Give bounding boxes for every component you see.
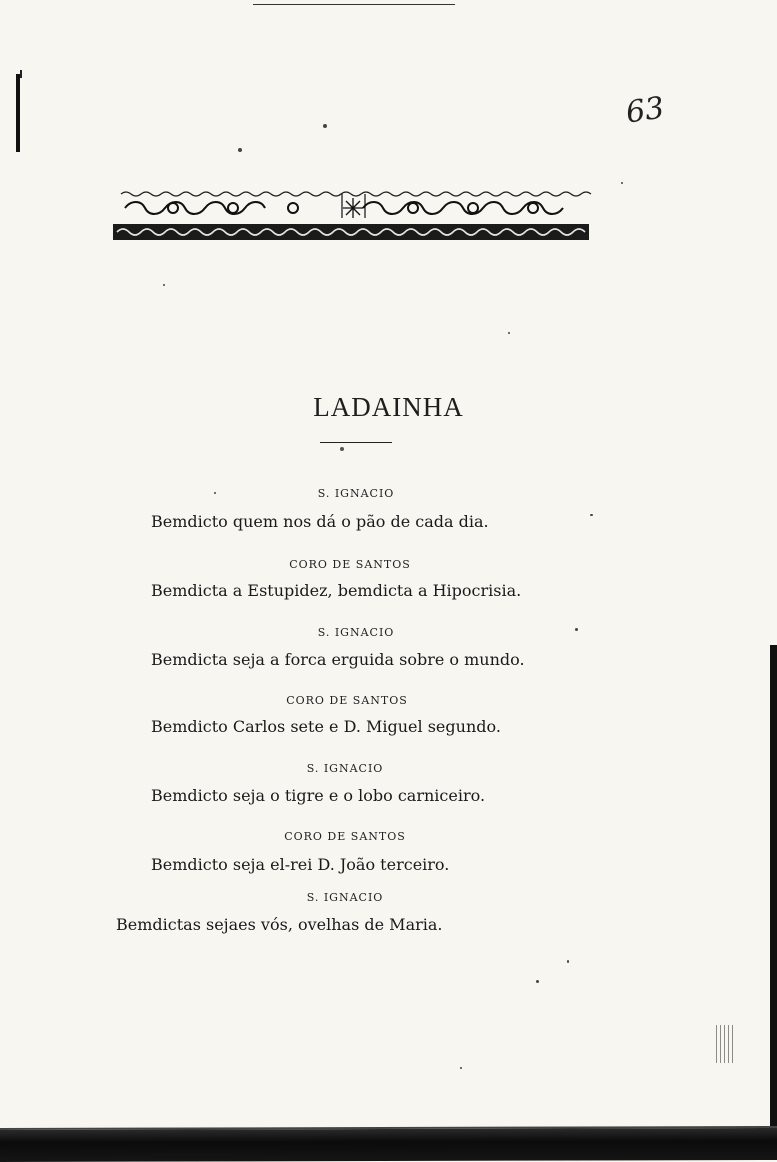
- scan-right-edge: [770, 645, 777, 1145]
- scan-speck: [238, 148, 242, 152]
- speaker-label: S. IGNACIO: [306, 891, 384, 904]
- verse-line: Bemdicto seja el-rei D. João terceiro.: [151, 855, 450, 874]
- speaker-label: CORO DE SANTOS: [286, 694, 408, 707]
- scan-speck: [323, 124, 327, 128]
- scan-speck: [460, 1067, 462, 1069]
- scan-mark: [20, 70, 22, 78]
- scan-speck: [214, 492, 216, 494]
- scan-speck: [567, 960, 569, 963]
- scan-speck: [621, 182, 623, 184]
- page-title: LADAINHA: [313, 392, 464, 422]
- speaker-label: CORO DE SANTOS: [289, 558, 411, 571]
- scan-edge-mark: [16, 74, 20, 152]
- decorative-header-ornament: [113, 184, 593, 244]
- verse-line: Bemdicto Carlos sete e D. Miguel segundo.: [151, 717, 501, 736]
- title-rule: [320, 442, 392, 443]
- scan-bottom-edge: [0, 1126, 777, 1162]
- scan-speck: [508, 332, 510, 334]
- scan-speck: [575, 628, 578, 631]
- scan-speck: [163, 284, 165, 286]
- speaker-label: S. IGNACIO: [317, 487, 395, 500]
- title-ornament-dot: [340, 447, 344, 451]
- verse-line: Bemdicto seja o tigre e o lobo carniceiro.: [151, 786, 486, 805]
- speaker-label: S. IGNACIO: [317, 626, 395, 639]
- page-number: 63: [623, 90, 667, 131]
- scan-speck: [590, 514, 593, 516]
- scan-artifact: [716, 1025, 736, 1063]
- speaker-label: S. IGNACIO: [306, 762, 384, 775]
- top-rule: [253, 4, 455, 5]
- verse-line: Bemdicta seja a forca erguida sobre o mundo.: [151, 650, 525, 669]
- speaker-label: CORO DE SANTOS: [284, 830, 406, 843]
- verse-line: Bemdicto quem nos dá o pão de cada dia.: [151, 512, 489, 531]
- verse-line: Bemdicta a Estupidez, bemdicta a Hipocrisia.: [151, 581, 522, 600]
- scan-speck: [536, 980, 539, 983]
- verse-line: Bemdictas sejaes vós, ovelhas de Maria.: [116, 915, 443, 934]
